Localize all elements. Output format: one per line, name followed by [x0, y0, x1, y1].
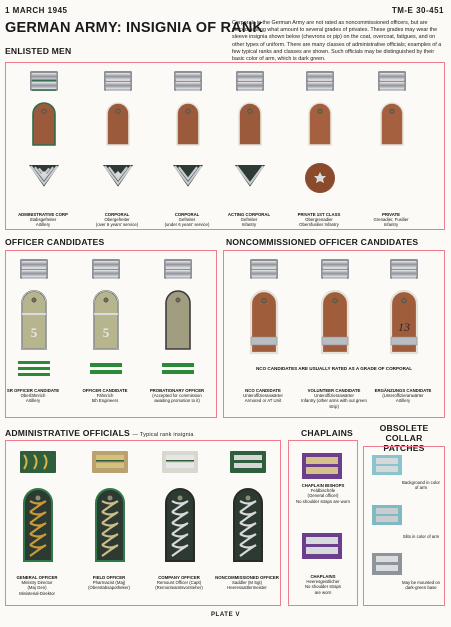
braid-bar — [308, 73, 333, 80]
arm-color-stripe — [380, 80, 404, 81]
chaplain-collar-patch — [302, 533, 342, 559]
caption-title: CORPORAL — [174, 212, 200, 217]
caption-line: (under 6 years' service) — [164, 222, 210, 228]
caption-line: Stabsgefreiter — [29, 217, 57, 223]
button — [116, 109, 120, 113]
caption-line: 5th Engineers — [91, 398, 119, 404]
green-bar — [18, 367, 50, 370]
caption-title: SR OFFICER CANDIDATE — [6, 388, 60, 393]
green-bar — [18, 361, 50, 364]
caption — [213, 575, 281, 591]
caption — [359, 212, 423, 228]
arm-color-stripe — [308, 80, 332, 81]
arm-color-stripe — [392, 268, 416, 269]
caption — [75, 575, 143, 591]
green-bar — [18, 373, 50, 376]
caption-title: CHAPLAIN BISHOPS — [301, 483, 345, 488]
caption — [3, 575, 71, 596]
header-date: 1 MARCH 1945 — [5, 6, 68, 15]
caption-title: CHAPLAINS — [310, 574, 336, 579]
button — [178, 496, 183, 501]
caption-line: Obergefreiter — [104, 217, 130, 223]
braid-bar — [376, 466, 398, 472]
arm-color-stripe — [380, 90, 404, 91]
braid-bar — [306, 457, 338, 464]
caption-line: Infantry — [383, 222, 399, 228]
caption — [217, 212, 281, 228]
unit-number: 5 — [30, 325, 38, 340]
braid-bar — [238, 73, 263, 80]
braid-bar — [166, 270, 191, 277]
caption-line: (Maj Gen) — [27, 585, 47, 591]
green-bar — [90, 370, 122, 374]
caption-line: Remount Officer (Capt) — [156, 580, 202, 586]
button — [248, 109, 252, 113]
braid-bar — [392, 270, 417, 277]
braid-bar — [376, 508, 398, 514]
section-officer-candidates: OFFICER CANDIDATES — [5, 237, 105, 247]
caption-line: No shoulder straps — [304, 584, 342, 590]
arm-color-stripe — [106, 80, 130, 81]
button — [176, 298, 180, 302]
braid-loop — [391, 337, 417, 345]
caption-line: Artillery — [395, 398, 411, 404]
arm-color-stripe — [176, 90, 200, 91]
caption-line: Feldbischöfe — [310, 488, 336, 494]
caption — [398, 480, 444, 490]
caption-line: (Remonteamtsvorsteher) — [155, 585, 203, 591]
caption — [398, 580, 444, 590]
button — [246, 496, 251, 501]
braid-bar — [376, 516, 398, 522]
braid-loop — [322, 337, 348, 345]
caption-line: dark-green base — [405, 585, 437, 591]
braid-bar — [96, 463, 124, 468]
braid-bar — [323, 261, 348, 268]
caption — [141, 388, 213, 404]
arm-color-stripe — [96, 460, 124, 462]
braid-bar — [32, 82, 57, 89]
caption-line: Gefreiter — [240, 217, 258, 223]
caption-line: Infantry (other arms with out green strip) — [301, 398, 367, 409]
collar-patch — [162, 451, 198, 473]
button — [262, 299, 266, 303]
caption-line: (Unteroffizieranwärter — [382, 393, 424, 399]
button — [108, 496, 113, 501]
caption — [85, 212, 149, 228]
caption — [398, 534, 444, 539]
arm-color-stripe — [166, 460, 194, 462]
button — [104, 298, 108, 302]
caption-line: Infantry — [241, 222, 257, 228]
caption-line: Heeresgeistlicher — [306, 579, 340, 585]
braid-strip — [22, 313, 46, 315]
caption-title: VOLUNTEER CANDIDATE — [307, 388, 361, 393]
caption-line: Saddler (M Sgt) — [231, 580, 263, 586]
caption-title: FIELD OFFICER — [92, 575, 126, 580]
caption-line: Artillery — [25, 398, 41, 404]
section-nco-candidates: NONCOMMISSIONED OFFICER CANDIDATES — [226, 237, 419, 247]
caption-title: ACTING CORPORAL — [227, 212, 271, 217]
arm-color-stripe — [32, 90, 56, 91]
braid-bar — [166, 455, 194, 460]
caption-line: Obergrenadier — [305, 217, 333, 223]
braid-bar — [238, 82, 263, 89]
caption-line: No shoulder straps are worn — [296, 498, 350, 504]
intro-text: Corporals in the German Army are not rated as noncommissioned officers, but are placed among what amount to several grades of privates. These grades may wear the sleeve insignia shown below (chevrons or pip) on the coat, overcoat, fatigues, and on other types of uniform. There are many classes of administrative officials; examples of a few typical ranks and classes are shown. Such officials may be distinguished by their basic color of arm, which is dark green. — [232, 20, 442, 63]
braid-bar — [32, 73, 57, 80]
caption-line: awaiting promotion to it) — [154, 398, 200, 404]
arm-color-stripe — [252, 278, 276, 279]
caption-title: COMPANY OFFICER — [158, 575, 200, 580]
arm-color-stripe — [106, 90, 130, 91]
braid-bar — [166, 463, 194, 468]
braid-bar — [392, 261, 417, 268]
arm-color-stripe — [94, 268, 118, 269]
arm-color-stripe — [32, 80, 56, 81]
braid-bar — [22, 261, 47, 268]
caption-line: Ministry Director — [21, 580, 53, 586]
caption-line: Slits in color of arm — [402, 534, 440, 539]
caption-line: of arm — [414, 485, 428, 491]
braid-bar — [234, 463, 262, 468]
braid-bar — [306, 537, 338, 544]
caption — [287, 212, 351, 228]
admin-subheading: — Typical rank insignia — [132, 432, 194, 438]
caption — [155, 212, 219, 228]
nco-note: NCO CANDIDATES ARE USUALLY RATED AS A GRADE OF CORPORAL — [255, 366, 413, 371]
braid-bar — [308, 82, 333, 89]
arm-color-stripe — [22, 278, 46, 279]
braid-bar — [380, 73, 405, 80]
collar-patch — [92, 451, 128, 473]
arm-color-stripe — [252, 268, 276, 269]
section-admin — [5, 428, 194, 438]
green-bar — [90, 363, 122, 367]
caption-line: (over 6 years' service) — [95, 222, 139, 228]
braid-bar — [380, 82, 405, 89]
braid-bar — [376, 458, 398, 464]
arm-color-stripe — [166, 268, 190, 269]
button — [186, 109, 190, 113]
braid-bar — [306, 547, 338, 554]
braid-bar — [376, 565, 398, 571]
braid-bar — [94, 270, 119, 277]
braid-bar — [96, 455, 124, 460]
caption-line: Grenadier, Fusilier — [373, 217, 409, 223]
caption — [291, 574, 355, 595]
arm-color-stripe — [238, 80, 262, 81]
arm-color-stripe — [22, 268, 46, 269]
caption-line: Fähnrich — [96, 393, 114, 399]
section-enlisted: ENLISTED MEN — [5, 46, 72, 56]
braid-bar — [252, 270, 277, 277]
braid-bar — [166, 261, 191, 268]
button — [390, 109, 394, 113]
caption-title: ADMINISTRATIVE CORP — [18, 212, 68, 217]
caption-title: GENERAL OFFICER — [16, 575, 58, 580]
caption-line: Ministerial-Direktor — [19, 590, 55, 596]
arm-color-stripe — [166, 278, 190, 279]
caption-line: (Accepted for commission — [152, 393, 202, 399]
caption-title: ERGÄNZUNGS CANDIDATE — [374, 388, 432, 393]
braid-bar — [306, 467, 338, 474]
caption — [11, 212, 75, 228]
braid-loop — [251, 337, 277, 345]
arm-color-stripe — [94, 278, 118, 279]
caption-line: Obersfusilier Infantry — [299, 222, 339, 228]
section-chaplains: CHAPLAINS — [301, 428, 353, 438]
caption-line: Unteroffizieranwärter — [314, 393, 354, 399]
braid-bar — [252, 261, 277, 268]
caption-title: PROBATIONARY OFFICER — [149, 388, 205, 393]
collar-patch — [20, 451, 56, 473]
green-bar — [162, 363, 194, 367]
unit-number: 5 — [102, 325, 110, 340]
caption-title: NCO CANDIDATE — [245, 388, 281, 393]
caption-line: Unteroffizieranwärter — [243, 393, 283, 399]
arm-color-stripe — [323, 278, 347, 279]
arm-color-stripe — [176, 80, 200, 81]
braid-bar — [22, 270, 47, 277]
caption-line: Heeressattlermeister — [227, 585, 267, 591]
button — [402, 299, 406, 303]
admin-heading: ADMINISTRATIVE OFFICIALS — [5, 428, 130, 438]
caption-line: Pharmacist (Maj) — [92, 580, 126, 586]
caption — [291, 483, 355, 504]
header-code: TM-E 30-451 — [391, 6, 444, 15]
caption-line: May be mounted on — [402, 580, 440, 585]
collar-patch — [230, 451, 266, 473]
caption-title: PRIVATE — [382, 212, 400, 217]
braid-bar — [376, 556, 398, 562]
button — [318, 109, 322, 113]
caption-line: (Oberstabsapotheker) — [88, 585, 130, 591]
caption-title: CORPORAL — [104, 212, 130, 217]
arm-color-stripe — [234, 460, 262, 462]
caption — [367, 388, 439, 404]
caption-title: PRIVATE 1ST CLASS — [297, 212, 341, 217]
green-bar — [162, 370, 194, 374]
braid-bar — [176, 73, 201, 80]
caption-line: Background in color — [402, 480, 440, 485]
braid-bar — [176, 82, 201, 89]
braid-bar — [323, 270, 348, 277]
page-title: GERMAN ARMY: INSIGNIA OF RANK — [5, 20, 264, 36]
button — [32, 298, 36, 302]
caption-line: (General officer) — [307, 493, 339, 499]
caption-line: are worn — [314, 589, 332, 595]
braid-bar — [234, 455, 262, 460]
braid-bar — [106, 73, 131, 80]
caption-line: Armored or AT Unit — [244, 398, 282, 404]
braid-bar — [106, 82, 131, 89]
caption — [227, 388, 299, 404]
button — [42, 109, 46, 113]
caption — [69, 388, 141, 404]
caption-title: OFFICER CANDIDATE — [82, 388, 128, 393]
button — [36, 496, 41, 501]
caption-line: Artillery — [35, 222, 51, 228]
plate-number: PLATE V — [210, 612, 241, 618]
caption — [0, 388, 69, 404]
obsolete-heading-1: OBSOLETE COLLAR — [379, 423, 429, 443]
button — [333, 299, 337, 303]
arm-color-stripe — [238, 90, 262, 91]
obsolete-heading-2: PATCHES — [383, 443, 425, 453]
arm-color-stripe — [323, 268, 347, 269]
caption-title: NONCOMMISSIONED OFFICER — [215, 575, 279, 580]
caption-line: Gefreiter — [178, 217, 196, 223]
arm-color-stripe — [392, 278, 416, 279]
chaplain-bishop-collar-patch — [302, 453, 342, 479]
caption-line: Oberfähnrich — [20, 393, 46, 399]
enlisted-panel — [5, 62, 445, 230]
caption — [298, 388, 370, 409]
braid-bar — [94, 261, 119, 268]
unit-number: 13 — [398, 320, 410, 334]
caption — [145, 575, 213, 591]
arm-color-stripe — [308, 90, 332, 91]
braid-strip — [94, 313, 118, 315]
